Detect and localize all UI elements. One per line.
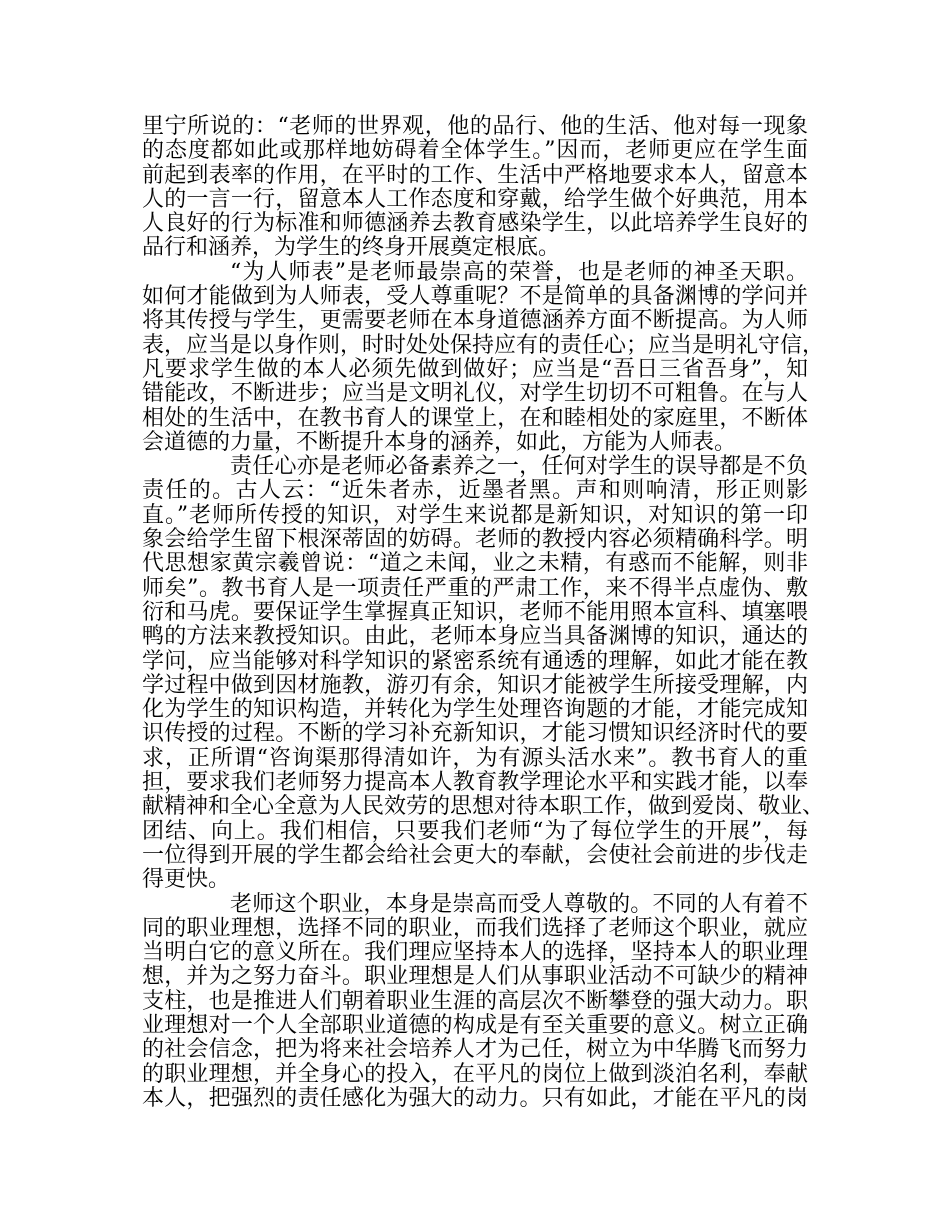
text-line: 想，并为之努力奋斗。职业理想是人们从事职业活动不可缺少的精神 xyxy=(142,964,808,990)
text-line: 团结、向上。我们相信，只要我们老师“为了每位学生的开展”，每 xyxy=(142,818,808,844)
text-line: 里宁所说的：“老师的世界观，他的品行、他的生活、他对每一现象 xyxy=(142,114,808,139)
text-line: 得更快。 xyxy=(142,867,231,893)
text-line: 人的一言一行，留意本人工作态度和穿戴，给学生做个好典范，用本 xyxy=(142,186,808,212)
text-line: 直。”老师所传授的知识，对学生来说都是新知识，对知识的第一印 xyxy=(142,502,808,528)
text-line: 一位得到开展的学生都会给社会更大的奉献，会使社会前进的步伐走 xyxy=(142,842,808,868)
text-line: 同的职业理想，选择不同的职业，而我们选择了老师这个职业，就应 xyxy=(142,915,808,941)
text-line: 表，应当是以身作则，时时处处保持应有的责任心；应当是明礼守信， xyxy=(142,332,825,358)
text-line: 责任的。古人云：“近朱者赤，近墨者黑。声和则响清，形正则影 xyxy=(142,478,808,504)
text-line: 相处的生活中，在教书育人的课堂上，在和睦相处的家庭里，不断体 xyxy=(142,405,808,431)
text-line: 前起到表率的作用，在平时的工作、生活中严格地要求本人，留意本 xyxy=(142,162,808,188)
text-line: 献精神和全心全意为人民效劳的思想对待本职工作，做到爱岗、敬业、 xyxy=(142,794,825,820)
text-line: 担，要求我们老师努力提高本人教育教学理论水平和实践才能，以奉 xyxy=(142,770,808,796)
text-line: 如何才能做到为人师表，受人尊重呢？不是简单的具备渊博的学问并 xyxy=(142,284,808,310)
text-line: 求，正所谓“咨询渠那得清如许，为有源头活水来”。教书育人的重 xyxy=(142,745,808,771)
document-page xyxy=(142,114,825,1111)
paragraph-first-line: 老师这个职业，本身是崇高而受人尊敬的。不同的人有着不 xyxy=(230,891,808,917)
paragraph-first-line: “为人师表”是老师最崇高的荣誉，也是老师的神圣天职。 xyxy=(230,259,808,285)
text-line: 当明白它的意义所在。我们理应坚持本人的选择，坚持本人的职业理 xyxy=(142,940,808,966)
text-line: 师矣”。教书育人是一项责任严重的严肃工作，来不得半点虚伪、敷 xyxy=(142,575,808,601)
text-line: 象会给学生留下根深蒂固的妨碍。老师的教授内容必须精确科学。明 xyxy=(142,527,808,553)
text-line: 识传授的过程。不断的学习补充新知识，才能习惯知识经济时代的要 xyxy=(142,721,808,747)
text-line: 人良好的行为标准和师德涵养去教育感染学生，以此培养学生良好的 xyxy=(142,211,808,237)
text-line: 支柱，也是推进人们朝着职业生涯的高层次不断攀登的强大动力。职 xyxy=(142,988,808,1014)
text-line: 的社会信念，把为将来社会培养人才为己任，树立为中华腾飞而努力 xyxy=(142,1037,808,1063)
text-line: 凡要求学生做的本人必须先做到做好；应当是“吾日三省吾身”，知 xyxy=(142,356,808,382)
text-line: 衍和马虎。要保证学生掌握真正知识，老师不能用照本宣科、填塞喂 xyxy=(142,599,808,625)
text-line: 鸭的方法来教授知识。由此，老师本身应当具备渊博的知识，通达的 xyxy=(142,624,808,650)
text-line: 学问，应当能够对科学知识的紧密系统有通透的理解，如此才能在教 xyxy=(142,648,808,674)
text-line: 化为学生的知识构造，并转化为学生处理咨询题的才能，才能完成知 xyxy=(142,697,808,723)
text-line: 学过程中做到因材施教，游刃有余，知识才能被学生所接受理解，内 xyxy=(142,672,808,698)
text-line: 品行和涵养，为学生的终身开展奠定根底。 xyxy=(142,235,561,261)
text-line: 会道德的力量，不断提升本身的涵养，如此，方能为人师表。 xyxy=(142,429,737,455)
text-line: 将其传授与学生，更需要老师在本身道德涵养方面不断提高。为人师 xyxy=(142,308,808,334)
text-line: 错能改，不断进步；应当是文明礼仪，对学生切切不可粗鲁。在与人 xyxy=(142,381,808,407)
paragraph-first-line: 责任心亦是老师必备素养之一，任何对学生的误导都是不负 xyxy=(230,454,808,480)
text-line: 的态度都如此或那样地妨碍着全体学生。”因而，老师更应在学生面 xyxy=(142,138,808,164)
text-line: 业理想对一个人全部职业道德的构成是有至关重要的意义。树立正确 xyxy=(142,1012,808,1038)
text-line: 的职业理想，并全身心的投入，在平凡的岗位上做到淡泊名利，奉献 xyxy=(142,1061,808,1087)
text-line: 代思想家黄宗羲曾说：“道之未闻，业之未精，有惑而不能解，则非 xyxy=(142,551,808,577)
text-line: 本人，把强烈的责任感化为强大的动力。只有如此，才能在平凡的岗 xyxy=(142,1085,808,1111)
